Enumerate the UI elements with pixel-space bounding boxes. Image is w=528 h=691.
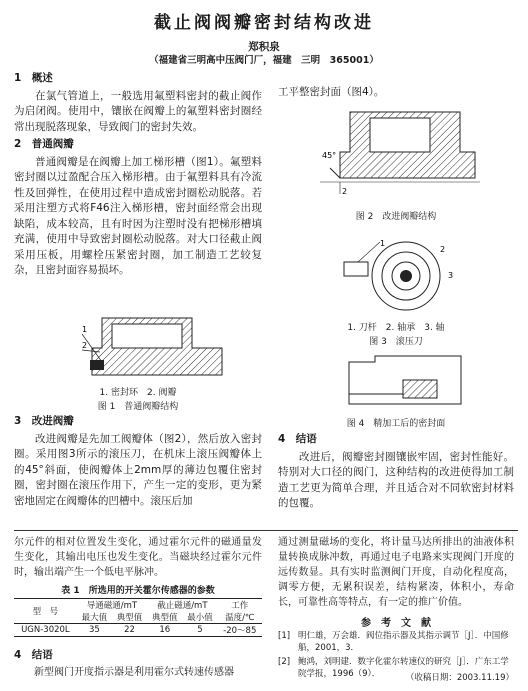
fig3-label-1: 1 [380,239,386,248]
figure-1-caption: 图 1 普通阀瓣结构 [97,402,179,412]
fig2-angle-label: 45° [322,151,337,160]
figure-2-caption: 图 2 改进阀瓣结构 [355,212,437,222]
figure-3-caption: 图 3 滚压刀 [369,337,423,347]
table-cell: UGN-3020L [21,625,70,635]
reference-text: 鲍鸿，刘明建．数字化霍尔转速仪的研究［J］．广东工学院学报，1996（9）． [298,657,509,679]
figure-3-legend: 1. 刀杆 2. 轴承 3. 轴 [347,323,445,333]
figure-1-drawing [82,310,232,380]
right-top-text: 工平整密封面（图4）。 [278,86,385,98]
bottom-right-text [278,535,514,610]
section-1-text: 在氯气管道上，一般选用氟塑料密封的截止阀作为启闭阀。使用中，镶嵌在阀瓣上的氟塑料密封圈经常出现脱落现象，导致阀门的密封失效。 [14,89,262,133]
th-group3: 工作 [231,601,249,611]
bottom-left-text [14,535,262,580]
th-min: 最小值 [187,613,213,623]
fig1-label-1: 1 [82,325,88,334]
references-title: 参 考 文 献 [361,618,431,629]
paper-title: 截止阀阀瓣密封结构改进 [154,13,374,33]
reference-item [278,630,514,654]
right-column-lower [278,432,514,512]
table-cell: 5 [197,625,203,635]
th-typ2: 典型值 [152,613,178,623]
table-1 [14,598,262,637]
received-date: （收稿日期：2003.11.19） [405,673,514,683]
figure-4-drawing [345,354,465,408]
fig2-dim-label: 2 [342,187,348,196]
right-column-top [278,85,514,101]
th-temp: 温度/℃ [225,613,255,623]
th-max: 最大值 [81,613,108,623]
fig1-label-2: 2 [82,341,88,350]
table-row [14,624,262,637]
th-group1: 导通磁通/mT [86,601,138,611]
figure-3-drawing [340,238,460,314]
author: 郑积泉 [248,41,280,53]
reference-text: 明仁雄，万会雄．阀位指示器及其指示调节［J］．中国修船，2001，3． [298,631,509,653]
section-divider [14,530,518,531]
table-cell: 16 [159,625,171,635]
left-column-lower [14,414,262,509]
fig3-label-3: 3 [448,271,454,280]
table-1-title: 表 1 所选用的开关霍尔传感器的参数 [61,586,215,596]
figure-4-caption: 图 4 精加工后的密封面 [346,419,446,429]
th-typ: 典型值 [116,613,143,623]
section-2-title: 2 普通阀瓣 [14,138,74,150]
table-cell: 22 [124,625,135,635]
bottom-left-conclusion [14,648,262,680]
section-1-title: 1 概述 [14,72,53,84]
fig3-label-2: 2 [440,245,446,254]
bottom-section-4-text: 新型阀门开度指示器是利用霍尔式转速传感器 [34,667,234,678]
table-cell: 35 [88,625,100,635]
figure-1-legend: 1. 密封环 2. 阀瓣 [99,388,177,398]
th-group2: 截止磁通/mT [157,601,208,611]
reference-number: [1] [278,631,291,641]
figure-2-drawing [320,108,480,200]
section-3-title: 3 改进阀瓣 [14,415,74,427]
affiliation: （福建省三明高中压阀门厂，福建 三明 365001） [149,55,379,66]
bottom-left-paragraph: 尔元件的相对位置发生变化，通过霍尔元件的磁通量发生变化，其输出电压也发生变化。当磁块经过霍尔元件时，输出端产生一个低电平脉冲。 [14,537,262,578]
section-4-title: 4 结语 [278,433,317,445]
table-cell: -20～85 [223,626,257,636]
reference-number: [2] [278,657,291,667]
section-4-text: 改进后，阀瓣密封圈镶嵌牢固，密封性能好。特别对大口径的阀门，这种结构的改进使得加工制造工艺更为简单合理，并且适合对不同软密封材料的包覆。 [278,450,514,509]
bottom-right-paragraph: 通过测量磁场的变化，将计量马达所排出的油液体积量转换成脉冲数，再通过电子电路来实现阀门开度的远传数显。具有实时监测阀门开度，自动化程度高，调零方便，无累积误差，结构紧凑，体积小，寿命长，可靠性高等特点，有一定的推广价值。 [278,537,514,608]
section-2-text: 普通阀瓣是在阀瓣上加工梯形槽（图1）。氟塑料密封圈以过盈配合压入梯形槽。由于氟塑料具有冷流性及回弹性，在使用过程中造成密封圈松动脱落。若采用注塑方式将F46注入梯形槽，密封面经常会出现缺陷，成本较高，且有时因为注塑时没有把梯形槽填充满，使用中导致密封圈松动脱落。对大口径截止阀采用压板，用螺栓压紧密封圈，加工制造工艺较复杂，且密封面容易损坏。 [14,155,262,276]
th-model: 型 号 [14,599,77,624]
left-column [14,71,262,279]
bottom-section-4-title: 4 结语 [14,649,53,661]
section-3-text: 改进阀瓣是先加工阀瓣体（图2），然后放入密封圈。采用图3所示的滚压刀，在机床上滚压阀瓣体上的45°斜面，使阀瓣体上2mm厚的薄边包覆住密封圈，密封圈在滚压作用下，产生一定的变形，更为紧密地固定在阀瓣体的凹槽中。滚压后加 [14,432,262,507]
